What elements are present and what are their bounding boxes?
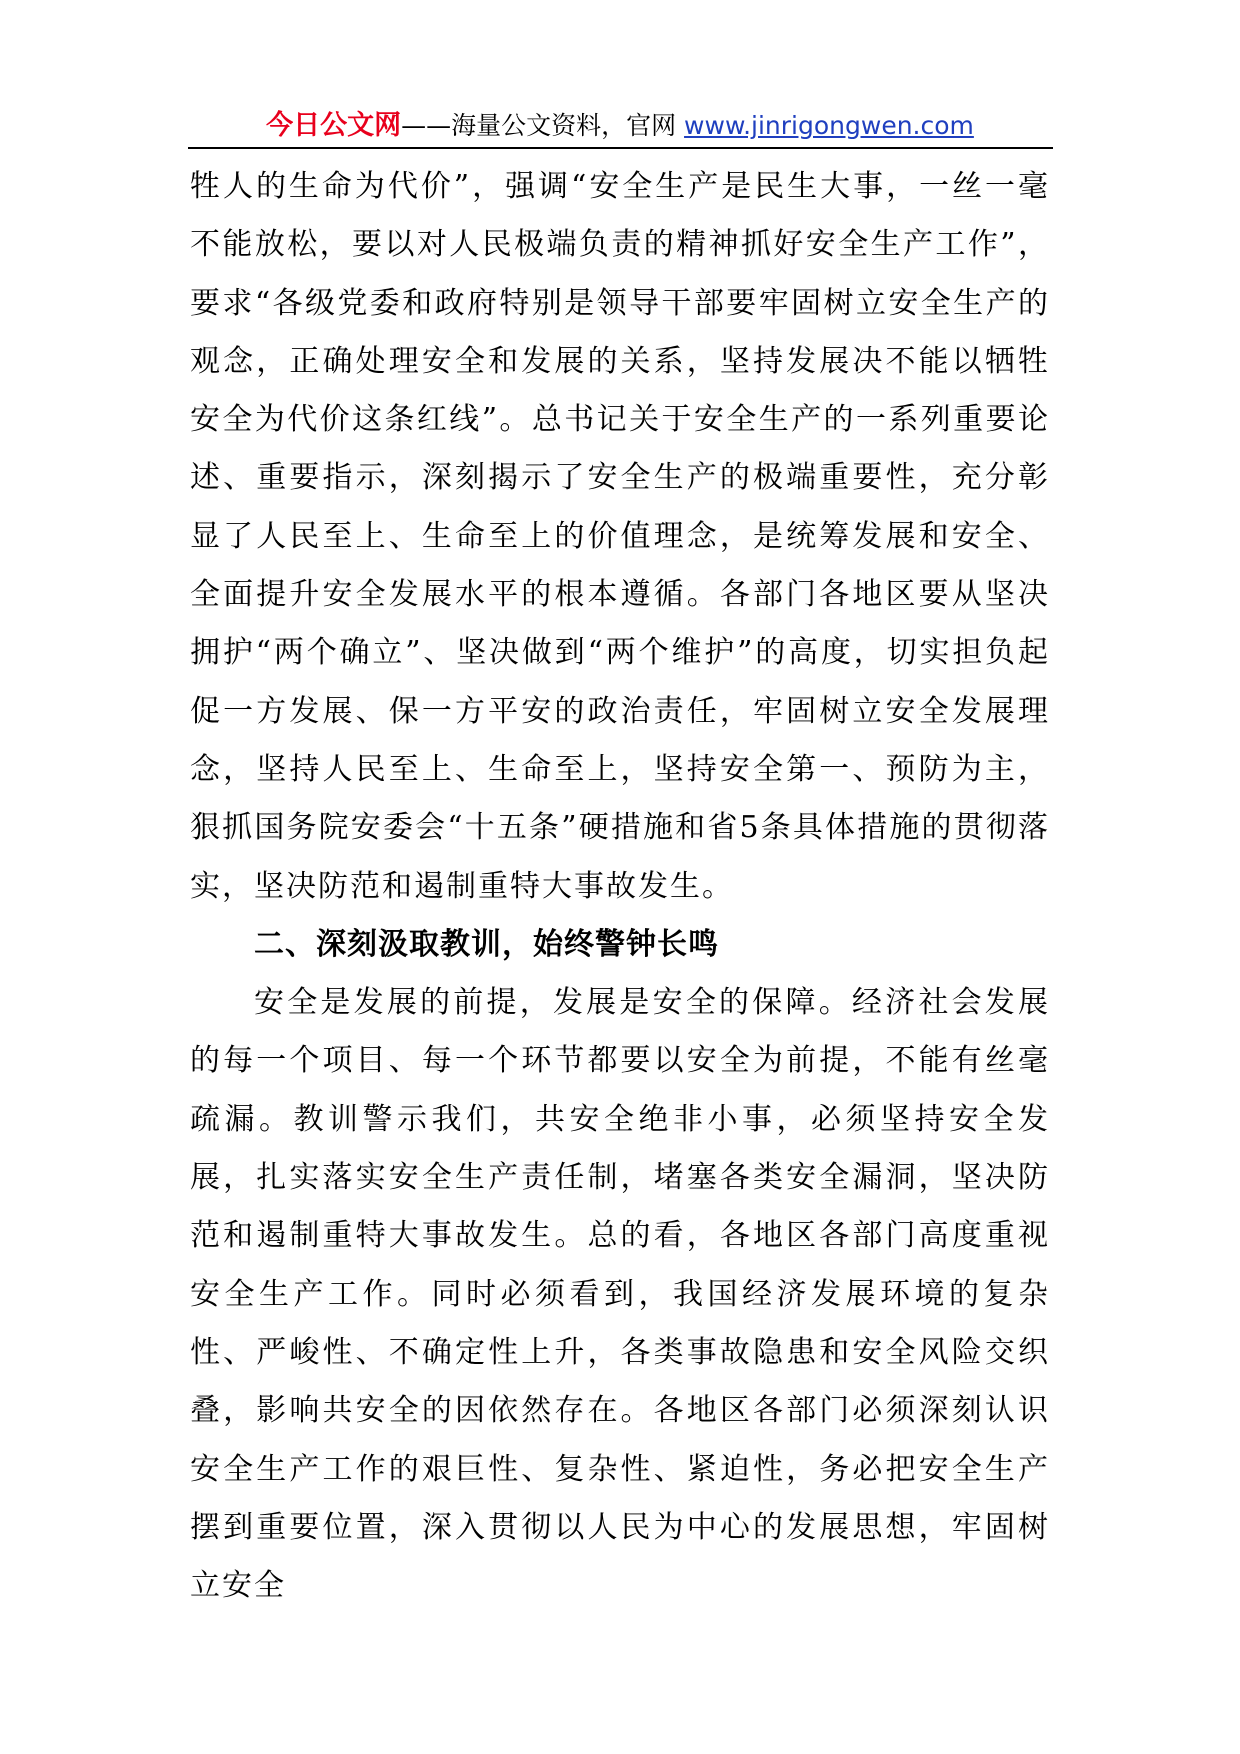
paragraph: 安全是发展的前提，发展是安全的保障。经济社会发展的每一个项目、每一个环节都要以安全为前提，不能有丝毫疏漏。教训警示我们，共安全绝非小事，必须坚持安全发展，扎实落实安全生产责任制，堵塞各类安全漏洞，坚决防范和遏制重特大事故发生。总的看，各地区各部门高度重视安全生产工作。同时必须看到，我国经济发展环境的复杂性、严峻性、不确定性上升，各类事故隐患和安全风险交织叠，影响共安全的因依然存在。各地区各部门必须深刻认识安全生产工作的艰巨性、复杂性、紧迫性，务必把安全生产摆到重要位置，深入贯彻以人民为中心的发展思想，牢固树立安全 <box>190 985 1050 1604</box>
section-heading: 二、深刻汲取教训，始终警钟长鸣 <box>254 926 719 962</box>
header-separator: —— <box>401 111 452 140</box>
document-body <box>190 158 1050 1615</box>
brand-name: 今日公文网 <box>266 110 402 141</box>
header-tagline: 海量公文资料，官网 <box>451 111 685 140</box>
document-header <box>190 106 1050 146</box>
website-link[interactable]: www.jinrigongwen.com <box>684 111 974 140</box>
paragraph-continued: 牲人的生命为代价”，强调“安全生产是民生大事，一丝一毫不能放松，要以对人民极端负责的精神抓好安全生产工作”，要求“各级党委和政府特别是领导干部要牢固树立安全生产的观念，正确处理安全和发展的关系，坚持发展决不能以牺牲安全为代价这条红线”。总书记关于安全生产的一系列重要论述、重要指示，深刻揭示了安全生产的极端重要性，充分彰显了人民至上、生命至上的价值理念，是统筹发展和安全、全面提升安全发展水平的根本遵循。各部门各地区要从坚决拥护“两个确立”、坚决做到“两个维护”的高度，切实担负起促一方发展、保一方平安的政治责任，牢固树立安全发展理念，坚持人民至上、生命至上，坚持安全第一、预防为主，狠抓国务院安委会“十五条”硬措施和省5条具体措施的贯彻落实，坚决防范和遏制重特大事故发生。 <box>190 169 1050 904</box>
header-divider <box>188 147 1053 149</box>
